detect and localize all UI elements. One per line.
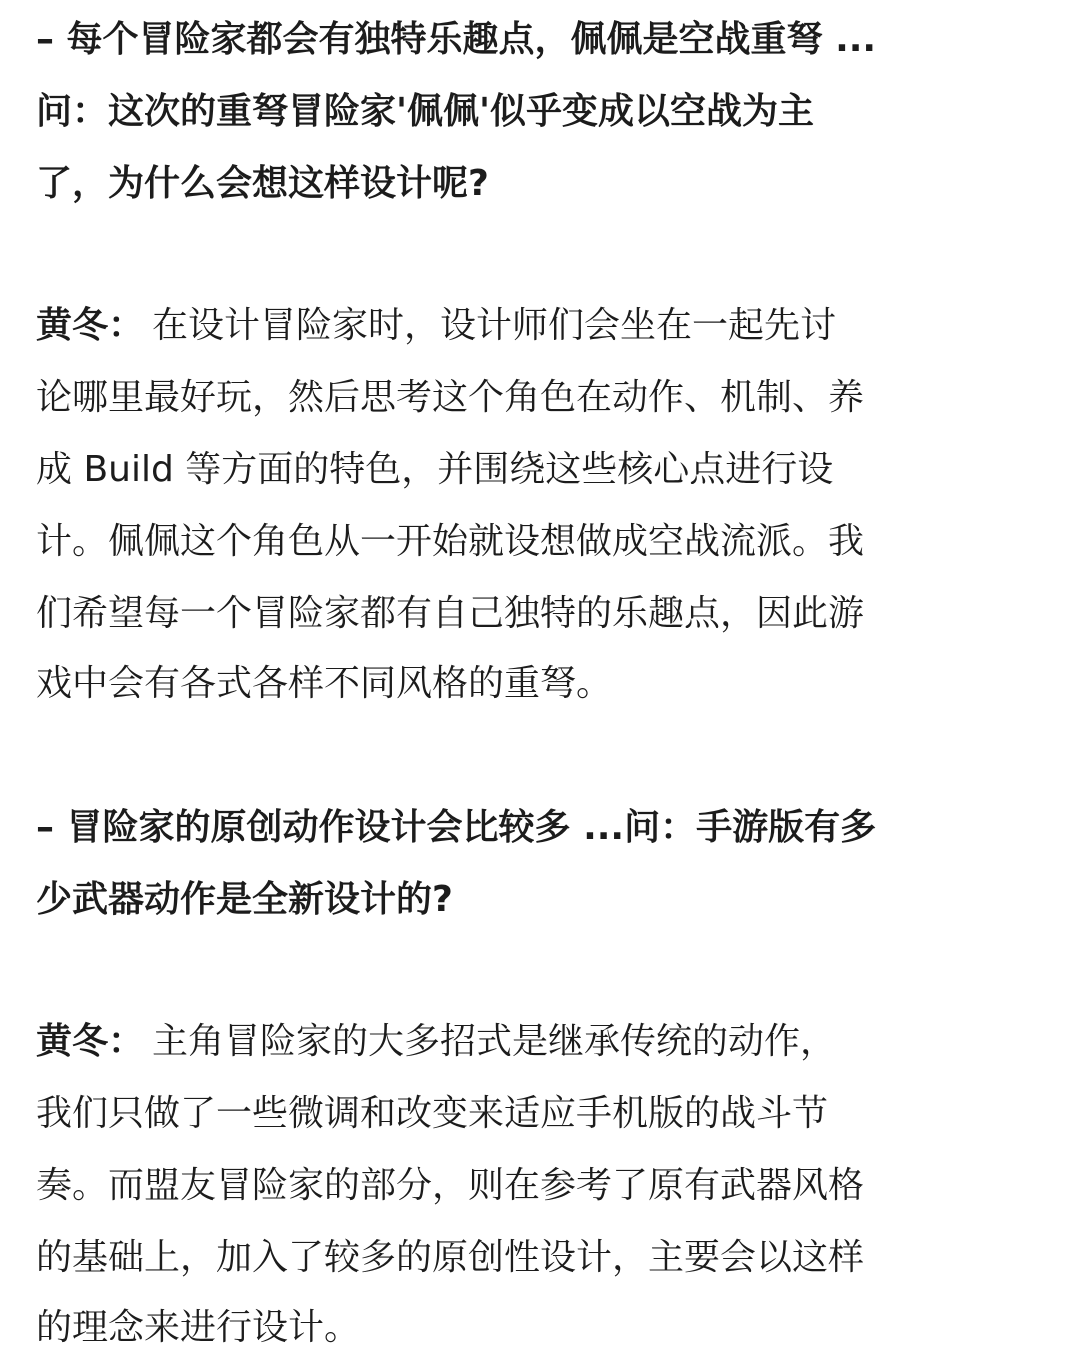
answer-text: 主角冒险家的大多招式是继承传统的动作， [152, 1021, 837, 1062]
question-heading-line: 问：这次的重弩冒险家'佩佩'似乎变成以空战为主 [36, 91, 815, 132]
question-heading-line: – 每个冒险家都会有独特乐趣点，佩佩是空战重弩 ... [36, 19, 877, 60]
answer-line [36, 1018, 836, 1066]
answer-line: 成 Build 等方面的特色，并围绕这些核心点进行设 [36, 449, 834, 490]
answer-line: 的基础上，加入了较多的原创性设计，主要会以这样 [36, 1237, 865, 1278]
answer-line: 计。佩佩这个角色从一开始就设想做成空战流派。我 [36, 521, 865, 562]
question-heading-line: 少武器动作是全新设计的? [36, 879, 453, 920]
question-heading-line: – 冒险家的原创动作设计会比较多 ...问：手游版有多 [36, 807, 877, 848]
answer-line: 们希望每一个冒险家都有自己独特的乐趣点，因此游 [36, 593, 865, 634]
question-heading-line: 了，为什么会想这样设计呢? [36, 163, 489, 204]
answer-line: 论哪里最好玩，然后思考这个角色在动作、机制、养 [36, 377, 865, 418]
answer-text: 在设计冒险家时，设计师们会坐在一起先讨 [152, 305, 837, 346]
answer-line: 的理念来进行设计。 [36, 1307, 361, 1348]
answer-line: 戏中会有各式各样不同风格的重弩。 [36, 663, 613, 704]
answer-line: 我们只做了一些微调和改变来适应手机版的战斗节 [36, 1093, 829, 1134]
speaker-label: 黄冬： [36, 1021, 145, 1062]
speaker-label: 黄冬： [36, 305, 145, 346]
answer-line: 奏。而盟友冒险家的部分，则在参考了原有武器风格 [36, 1165, 865, 1206]
answer-line [36, 302, 836, 350]
